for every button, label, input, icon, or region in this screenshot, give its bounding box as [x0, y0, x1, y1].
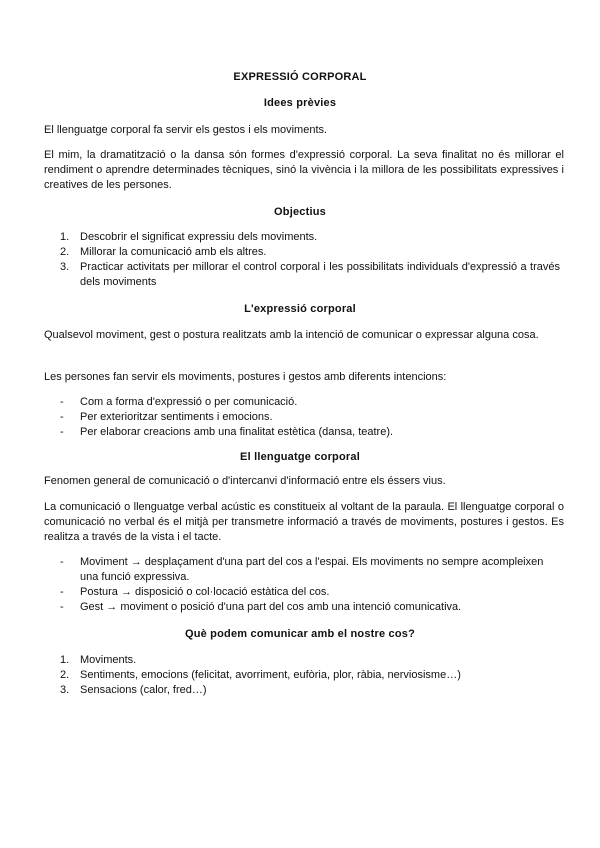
list-item [60, 260, 560, 290]
list-item-text: Sentiments, emocions (felicitat, avorriment, eufòria, plor, ràbia, nerviosisme…) [80, 669, 461, 681]
list-marker: 1. [60, 654, 70, 666]
list-item [60, 245, 560, 260]
list-marker: - [60, 426, 64, 438]
dash-list [60, 395, 560, 440]
list-marker: 3. [60, 684, 70, 696]
list-item-text: Per elaborar creacions amb una finalitat estètica (dansa, teatre). [80, 426, 394, 438]
list-item-text: Moviment → desplaçament d'una part del cos a l'espai. Els moviments no sempre acompleixen una funció expressiva. [80, 556, 544, 583]
paragraph: Les persones fan servir els moviments, postures i gestos amb diferents intencions: [44, 371, 447, 383]
paragraph: El llenguatge corporal fa servir els gestos i els moviments. [44, 124, 328, 136]
list-item [60, 395, 560, 410]
list-item [60, 653, 560, 668]
paragraph: El mim, la dramatització o la dansa són formes d'expressió corporal. La seva finalitat no és millorar el rendiment o aprendre determinades tècniques, sinó la vivència i la millora de les possibilitats expressives i creatives de les persones. [44, 149, 564, 191]
list-item [60, 585, 560, 600]
list-item [60, 555, 560, 585]
list-marker: 1. [60, 231, 70, 243]
numbered-list [60, 653, 560, 698]
list-item-text: Com a forma d'expressió o per comunicació. [80, 396, 298, 408]
section-heading-que-podem-comunicar: Què podem comunicar amb el nostre cos? [184, 628, 416, 640]
list-item-text: Millorar la comunicació amb els altres. [80, 246, 267, 258]
list-marker: - [60, 411, 64, 423]
section-heading-expressio-corporal: L'expressió corporal [244, 303, 356, 315]
list-item-text: Practicar activitats per millorar el control corporal i les possibilitats individuals d'expressió a través dels moviments [80, 261, 560, 288]
list-item [60, 683, 560, 698]
list-marker: 2. [60, 246, 70, 258]
section-heading-idees-previes: Idees prèvies [263, 97, 337, 109]
list-item-text: Sensacions (calor, fred…) [80, 684, 207, 696]
list-marker: - [60, 556, 64, 568]
paragraph: Fenomen general de comunicació o d'intercanvi d'informació entre els éssers vius. [44, 475, 446, 487]
list-marker: - [60, 396, 64, 408]
list-item [60, 410, 560, 425]
dash-list [60, 555, 560, 615]
list-item-text: Postura → disposició o col·locació estàtica del cos. [80, 586, 330, 598]
list-marker: - [60, 601, 64, 613]
list-item [60, 600, 560, 615]
section-heading-objectius: Objectius [274, 206, 326, 218]
document-title: EXPRESSIÓ CORPORAL [233, 71, 367, 83]
list-item [60, 230, 560, 245]
list-marker: 3. [60, 261, 70, 273]
list-item [60, 425, 560, 440]
list-marker: 2. [60, 669, 70, 681]
paragraph: La comunicació o llenguatge verbal acústic es constitueix al voltant de la paraula. El llenguatge corporal o comunicació no verbal és el mitjà per transmetre informació a través de moviments, postures i gestos. Es realitza a través de la vista i el tacte. [44, 501, 564, 543]
list-item-text: Descobrir el significat expressiu dels moviments. [80, 231, 318, 243]
list-item-text: Moviments. [80, 654, 137, 666]
section-heading-llenguatge-corporal: El llenguatge corporal [240, 451, 360, 463]
list-item-text: Gest → moviment o posició d'una part del cos amb una intenció comunicativa. [80, 601, 462, 613]
list-item-text: Per exterioritzar sentiments i emocions. [80, 411, 273, 423]
numbered-list [60, 230, 560, 290]
paragraph: Qualsevol moviment, gest o postura realitzats amb la intenció de comunicar o expressar alguna cosa. [44, 329, 539, 341]
list-marker: - [60, 586, 64, 598]
list-item [60, 668, 560, 683]
